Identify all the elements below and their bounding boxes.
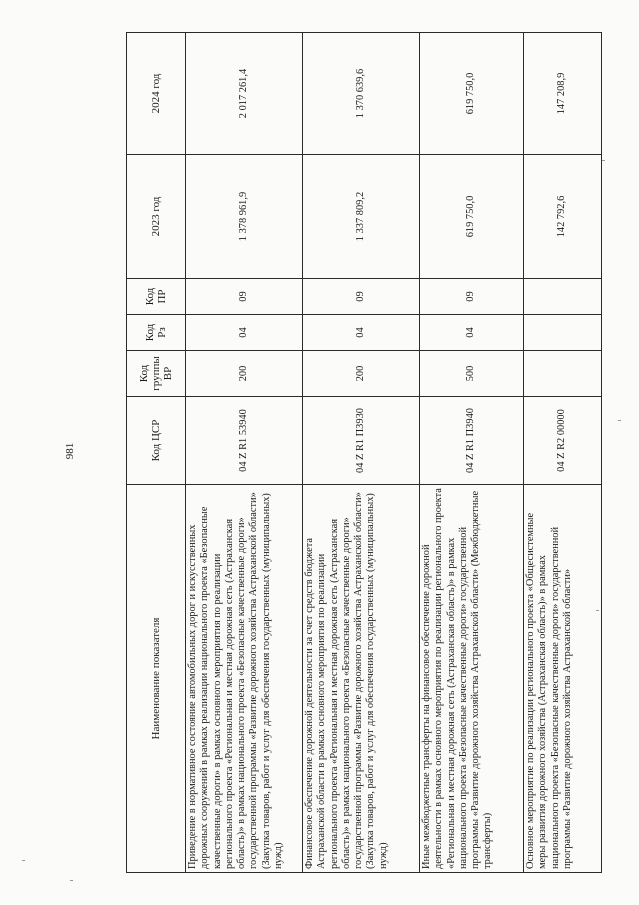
row-rz: 04: [186, 315, 303, 351]
row-pr: 09: [303, 279, 420, 315]
row-pr: 09: [186, 279, 303, 315]
row-vr: 500: [420, 351, 524, 397]
row-csr: 04 Z R1 П3940: [420, 397, 524, 485]
rotated-table-area: [126, 33, 573, 873]
row-2023: 142 792,6: [524, 155, 602, 279]
row-csr: 04 Z R1 П3930: [303, 397, 420, 485]
row-name: Финансовое обеспечение дорожной деятельности за счет средств бюджета Астраханской области в рамках основного мероприятия по реализации регионального проекта «Региональная и местная дорожная сеть (Астраханская область)» в рамках национального проекта «Безопасные качественные дороги» государственной программы «Развитие дорожного хозяйства Астраханской области» (Закупка товаров, работ и услуг для обеспечения государственных (муниципальных) нужд): [303, 485, 420, 873]
table-header-row: [127, 33, 186, 873]
scan-speck: [596, 610, 599, 611]
header-pr: Код ПР: [127, 279, 186, 315]
scan-speck: [602, 160, 605, 161]
row-2024: 147 208,9: [524, 33, 602, 155]
table-row: [186, 33, 303, 873]
table-row: [420, 33, 524, 873]
header-2023: 2023 год: [127, 155, 186, 279]
row-name: Приведение в нормативное состояние автомобильных дорог и искусственных дорожных сооружений в рамках реализации национального проекта «Безопасные качественные дороги» в рамках основного мероприятия по реализации регионального проекта «Региональная и местная дорожная сеть (Астраханская область)» в рамках национального проекта «Безопасные качественные дороги» государственной программы «Развитие дорожного хозяйства Астраханской области» (Закупка товаров, работ и услуг для обеспечения государственных (муниципальных) нужд): [186, 485, 303, 873]
header-vr: Код группы ВР: [127, 351, 186, 397]
header-name: Наименование показателя: [127, 485, 186, 873]
row-name: Иные межбюджетные трансферты на финансовое обеспечение дорожной деятельности в рамках основного мероприятия по реализации регионального проекта «Региональная и местная дорожная сеть (Астраханская область)» в рамках национального проекта «Безопасные качественные дороги» государственной программы «Развитие дорожного хозяйства Астраханской области» (Межбюджетные трансферты): [420, 485, 524, 873]
row-2023: 1 378 961,9: [186, 155, 303, 279]
row-2024: 2 017 261,4: [186, 33, 303, 155]
row-vr: [524, 351, 602, 397]
row-vr: 200: [303, 351, 420, 397]
row-2024: 619 750,0: [420, 33, 524, 155]
row-vr: 200: [186, 351, 303, 397]
row-pr: [524, 279, 602, 315]
table-row: [303, 33, 420, 873]
row-pr: 09: [420, 279, 524, 315]
table-container: [126, 33, 573, 873]
header-rz: Код Рз: [127, 315, 186, 351]
row-csr: 04 Z R1 53940: [186, 397, 303, 485]
row-2024: 1 370 639,6: [303, 33, 420, 155]
scan-speck: [618, 420, 621, 421]
scan-speck: [22, 860, 25, 861]
scan-speck: [70, 880, 73, 881]
row-2023: 1 337 809,2: [303, 155, 420, 279]
row-name: Основное мероприятие по реализации регионального проекта «Общесистемные меры развития дорожного хозяйства (Астраханская область)» в рамках национального проекта «Безопасные качественные дороги» государственной программы «Развитие дорожного хозяйства Астраханской области»: [524, 485, 602, 873]
row-rz: 04: [303, 315, 420, 351]
row-rz: 04: [420, 315, 524, 351]
table-row: [524, 33, 602, 873]
row-rz: [524, 315, 602, 351]
header-csr: Код ЦСР: [127, 397, 186, 485]
header-2024: 2024 год: [127, 33, 186, 155]
row-2023: 619 750,0: [420, 155, 524, 279]
budget-table: [126, 32, 602, 873]
page-number: 981: [64, 442, 76, 460]
row-csr: 04 Z R2 00000: [524, 397, 602, 485]
